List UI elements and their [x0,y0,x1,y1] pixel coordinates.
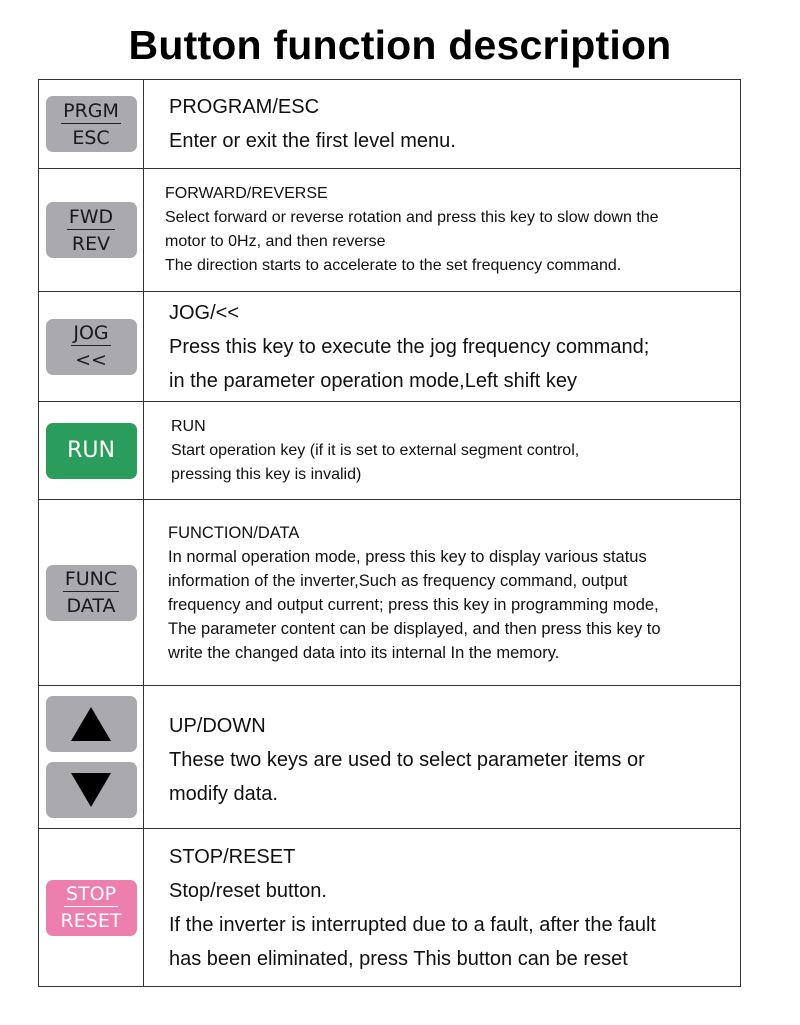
row-heading: PROGRAM/ESC [169,96,320,118]
key-cell [39,686,144,828]
down-triangle-icon [69,771,113,809]
button-function-table [38,79,741,987]
table-row-jog [39,291,740,401]
key-bottom-label: << [75,349,107,371]
description-line: pressing this key is invalid) [171,465,362,483]
row-heading: JOG/<< [169,301,240,324]
description-line: Enter or exit the first level menu. [169,130,456,152]
description-line: information of the inverter,Such as frequency command, output [168,571,628,590]
description-line: These two keys are used to select parameter items or [169,749,645,771]
description-cell [144,500,740,685]
key-top-label: STOP [65,883,117,905]
row-heading: FUNCTION/DATA [168,523,300,542]
description-line: Press this key to execute the jog frequency command; [169,335,650,358]
key-bottom-label: REV [71,232,111,255]
func-data-key [46,565,137,621]
description-line: The parameter content can be displayed, and then press this key to [168,619,661,638]
description-cell [144,686,740,828]
key-cell [39,402,144,499]
table-row-program-esc [39,80,740,168]
row-heading: UP/DOWN [169,715,266,737]
description-line: Stop/reset button. [169,879,327,902]
description-line: In normal operation mode, press this key to display various status [168,547,647,566]
description-cell [144,169,740,291]
page-title: Button function description [128,22,672,68]
description-line: modify data. [169,783,278,805]
key-top-label: FWD [68,205,114,228]
row-heading: STOP/RESET [169,845,296,868]
table-row-stop-reset [39,828,740,986]
key-bottom-label: RESET [60,910,122,932]
row-heading: RUN [171,417,206,435]
description-line: has been eliminated, press This button can be reset [169,947,628,970]
description-line: motor to 0Hz, and then reverse [165,233,386,250]
key-top-label: PRGM [63,99,119,122]
row-heading: FORWARD/REVERSE [165,185,328,202]
key-label: RUN [67,437,115,463]
description-cell [144,292,740,401]
table-row-run [39,401,740,499]
key-cell [39,829,144,986]
description-line: Select forward or reverse rotation and press this key to slow down the [165,209,659,226]
key-bottom-label: DATA [66,595,116,617]
stop-reset-key [46,880,137,936]
description-line: If the inverter is interrupted due to a fault, after the fault [169,913,656,936]
key-top-label: JOG [73,322,109,344]
description-cell [144,80,740,168]
description-line: in the parameter operation mode,Left shift key [169,369,578,392]
description-line: write the changed data into its internal In the memory. [168,643,560,662]
key-cell [39,169,144,291]
prgm-esc-key [46,96,137,152]
description-line: The direction starts to accelerate to the set frequency command. [165,257,622,274]
jog-shift-key [46,319,137,375]
key-top-label: FUNC [64,568,118,590]
table-row-forward-reverse [39,168,740,291]
up-triangle-icon [69,705,113,743]
key-cell [39,500,144,685]
description-cell [144,829,740,986]
key-cell [39,80,144,168]
fwd-rev-key [46,202,137,258]
description-cell [144,402,740,499]
table-row-up-down [39,685,740,828]
table-row-function-data [39,499,740,685]
description-line: frequency and output current; press this key in programming mode, [168,595,659,614]
down-key [46,762,137,818]
description-line: Start operation key (if it is set to external segment control, [171,441,580,459]
key-bottom-label: ESC [72,126,110,149]
key-cell [39,292,144,401]
up-key [46,696,137,752]
run-key [46,423,137,479]
